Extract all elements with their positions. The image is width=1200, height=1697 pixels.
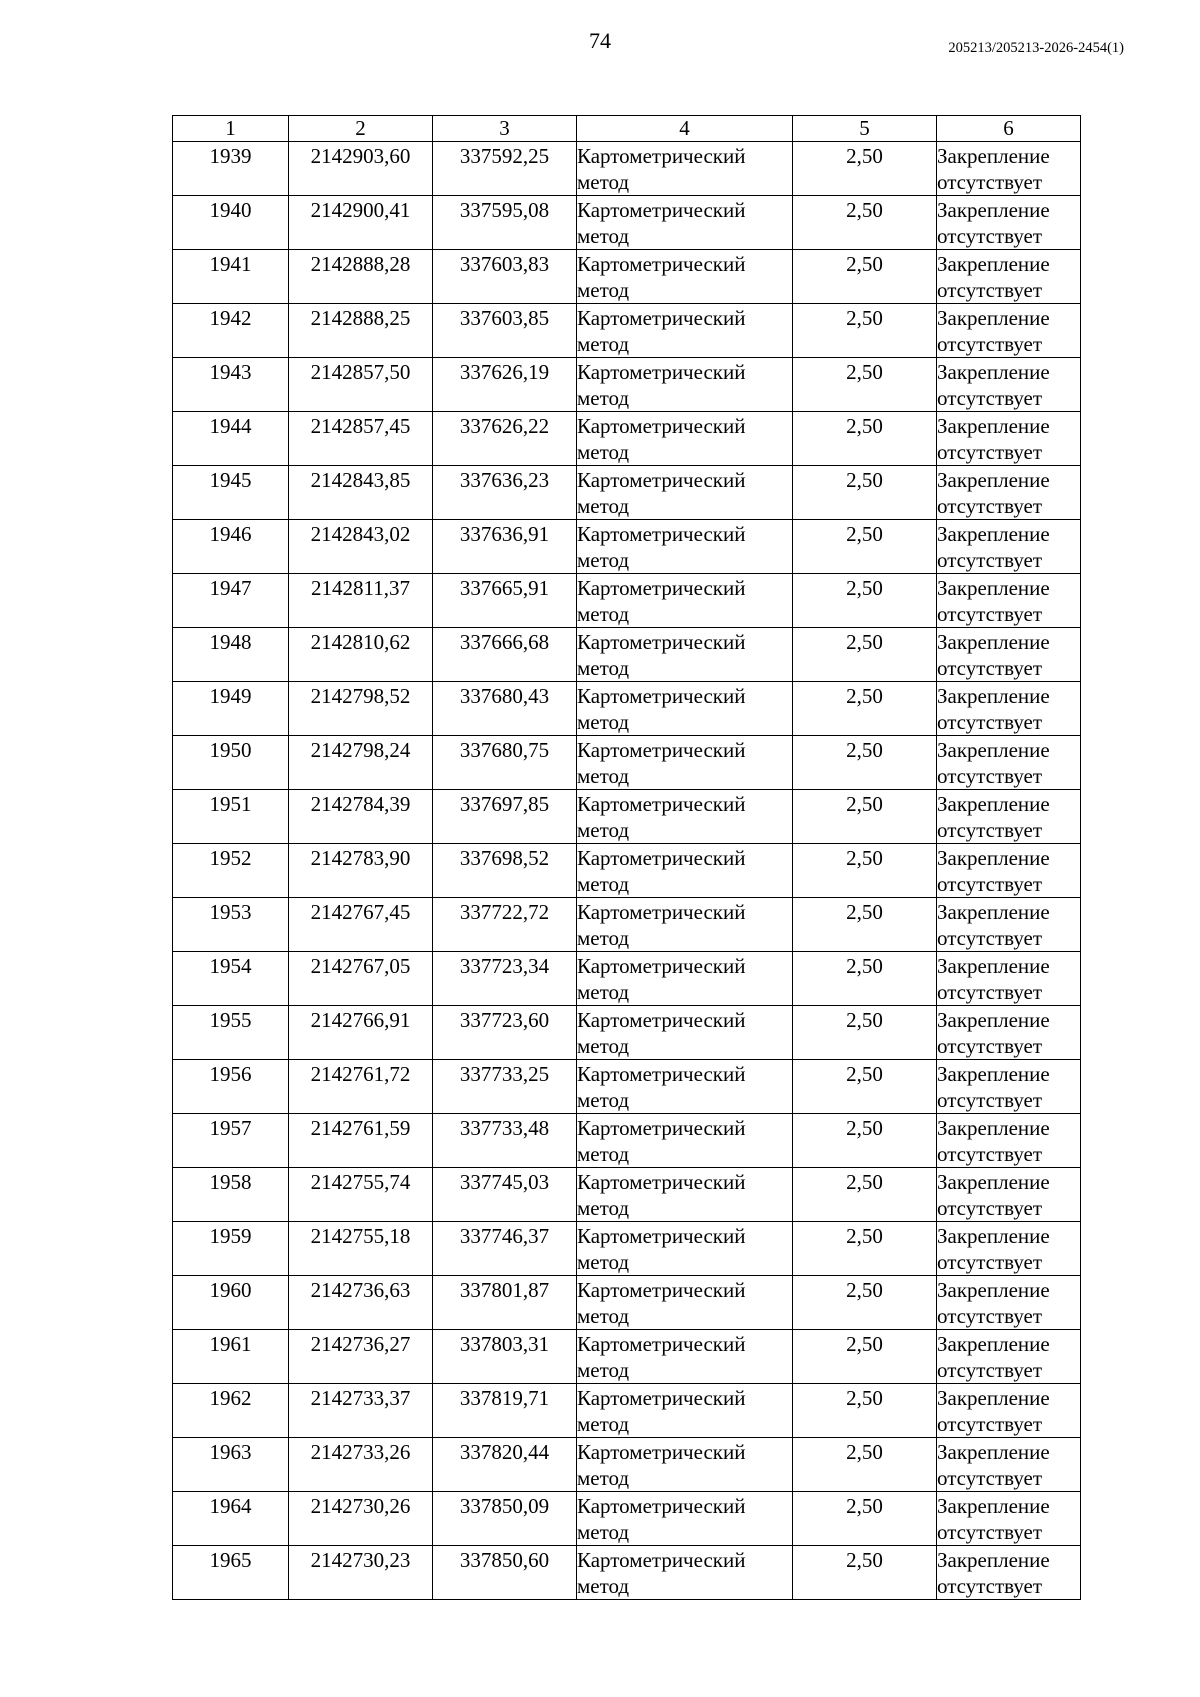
point-number-cell: 1940 — [173, 196, 289, 250]
point-number-cell: 1952 — [173, 844, 289, 898]
x-coordinate-cell: 2142736,27 — [289, 1330, 433, 1384]
x-coordinate-cell: 2142761,72 — [289, 1060, 433, 1114]
x-coordinate-cell: 2142730,26 — [289, 1492, 433, 1546]
point-number-cell: 1943 — [173, 358, 289, 412]
point-number-cell: 1947 — [173, 574, 289, 628]
fixing-description-cell: Закрепление отсутствует — [937, 952, 1081, 1006]
x-coordinate-cell: 2142783,90 — [289, 844, 433, 898]
table-body — [173, 142, 1081, 1600]
x-coordinate-cell: 2142761,59 — [289, 1114, 433, 1168]
point-number-cell: 1959 — [173, 1222, 289, 1276]
y-coordinate-cell: 337680,43 — [433, 682, 577, 736]
table-row — [173, 1060, 1081, 1114]
accuracy-cell: 2,50 — [793, 1384, 937, 1438]
point-number-cell: 1965 — [173, 1546, 289, 1600]
point-number-cell: 1946 — [173, 520, 289, 574]
accuracy-cell: 2,50 — [793, 1276, 937, 1330]
x-coordinate-cell: 2142755,74 — [289, 1168, 433, 1222]
point-number-cell: 1958 — [173, 1168, 289, 1222]
method-cell: Картометрический метод — [577, 682, 793, 736]
accuracy-cell: 2,50 — [793, 1438, 937, 1492]
table-row — [173, 1006, 1081, 1060]
x-coordinate-cell: 2142888,28 — [289, 250, 433, 304]
x-coordinate-cell: 2142857,50 — [289, 358, 433, 412]
method-cell: Картометрический метод — [577, 1006, 793, 1060]
table-row — [173, 1168, 1081, 1222]
method-cell: Картометрический метод — [577, 1546, 793, 1600]
point-number-cell: 1942 — [173, 304, 289, 358]
y-coordinate-cell: 337819,71 — [433, 1384, 577, 1438]
method-cell: Картометрический метод — [577, 952, 793, 1006]
table-row — [173, 682, 1081, 736]
accuracy-cell: 2,50 — [793, 1222, 937, 1276]
method-cell: Картометрический метод — [577, 142, 793, 196]
method-cell: Картометрический метод — [577, 736, 793, 790]
point-number-cell: 1953 — [173, 898, 289, 952]
table-row — [173, 790, 1081, 844]
x-coordinate-cell: 2142784,39 — [289, 790, 433, 844]
table-row — [173, 844, 1081, 898]
accuracy-cell: 2,50 — [793, 1114, 937, 1168]
y-coordinate-cell: 337603,85 — [433, 304, 577, 358]
column-header: 6 — [937, 116, 1081, 142]
x-coordinate-cell: 2142843,85 — [289, 466, 433, 520]
table-row — [173, 628, 1081, 682]
fixing-description-cell: Закрепление отсутствует — [937, 1330, 1081, 1384]
x-coordinate-cell: 2142903,60 — [289, 142, 433, 196]
accuracy-cell: 2,50 — [793, 844, 937, 898]
point-number-cell: 1962 — [173, 1384, 289, 1438]
table-row — [173, 736, 1081, 790]
point-number-cell: 1941 — [173, 250, 289, 304]
column-header: 1 — [173, 116, 289, 142]
accuracy-cell: 2,50 — [793, 790, 937, 844]
accuracy-cell: 2,50 — [793, 952, 937, 1006]
y-coordinate-cell: 337733,48 — [433, 1114, 577, 1168]
y-coordinate-cell: 337592,25 — [433, 142, 577, 196]
accuracy-cell: 2,50 — [793, 574, 937, 628]
table-row — [173, 1276, 1081, 1330]
x-coordinate-cell: 2142766,91 — [289, 1006, 433, 1060]
point-number-cell: 1954 — [173, 952, 289, 1006]
method-cell: Картометрический метод — [577, 790, 793, 844]
fixing-description-cell: Закрепление отсутствует — [937, 1114, 1081, 1168]
accuracy-cell: 2,50 — [793, 898, 937, 952]
x-coordinate-cell: 2142843,02 — [289, 520, 433, 574]
table-row — [173, 1330, 1081, 1384]
y-coordinate-cell: 337803,31 — [433, 1330, 577, 1384]
point-number-cell: 1963 — [173, 1438, 289, 1492]
table-row — [173, 520, 1081, 574]
y-coordinate-cell: 337626,22 — [433, 412, 577, 466]
method-cell: Картометрический метод — [577, 1060, 793, 1114]
fixing-description-cell: Закрепление отсутствует — [937, 1492, 1081, 1546]
table-row — [173, 574, 1081, 628]
accuracy-cell: 2,50 — [793, 412, 937, 466]
point-number-cell: 1939 — [173, 142, 289, 196]
point-number-cell: 1960 — [173, 1276, 289, 1330]
table-row — [173, 1222, 1081, 1276]
method-cell: Картометрический метод — [577, 358, 793, 412]
y-coordinate-cell: 337626,19 — [433, 358, 577, 412]
accuracy-cell: 2,50 — [793, 1006, 937, 1060]
accuracy-cell: 2,50 — [793, 1330, 937, 1384]
table-row — [173, 196, 1081, 250]
accuracy-cell: 2,50 — [793, 1546, 937, 1600]
table-row — [173, 412, 1081, 466]
table-row — [173, 142, 1081, 196]
x-coordinate-cell: 2142767,05 — [289, 952, 433, 1006]
y-coordinate-cell: 337723,34 — [433, 952, 577, 1006]
table-row — [173, 1438, 1081, 1492]
y-coordinate-cell: 337723,60 — [433, 1006, 577, 1060]
table-row — [173, 250, 1081, 304]
table-row — [173, 898, 1081, 952]
fixing-description-cell: Закрепление отсутствует — [937, 1060, 1081, 1114]
x-coordinate-cell: 2142798,52 — [289, 682, 433, 736]
y-coordinate-cell: 337603,83 — [433, 250, 577, 304]
column-header: 5 — [793, 116, 937, 142]
fixing-description-cell: Закрепление отсутствует — [937, 1222, 1081, 1276]
accuracy-cell: 2,50 — [793, 682, 937, 736]
method-cell: Картометрический метод — [577, 898, 793, 952]
fixing-description-cell: Закрепление отсутствует — [937, 844, 1081, 898]
table-header-row — [173, 116, 1081, 142]
x-coordinate-cell: 2142798,24 — [289, 736, 433, 790]
fixing-description-cell: Закрепление отсутствует — [937, 1276, 1081, 1330]
y-coordinate-cell: 337680,75 — [433, 736, 577, 790]
y-coordinate-cell: 337733,25 — [433, 1060, 577, 1114]
y-coordinate-cell: 337801,87 — [433, 1276, 577, 1330]
column-header: 4 — [577, 116, 793, 142]
coordinates-table — [172, 115, 1081, 1600]
accuracy-cell: 2,50 — [793, 250, 937, 304]
accuracy-cell: 2,50 — [793, 142, 937, 196]
fixing-description-cell: Закрепление отсутствует — [937, 1546, 1081, 1600]
y-coordinate-cell: 337746,37 — [433, 1222, 577, 1276]
point-number-cell: 1945 — [173, 466, 289, 520]
y-coordinate-cell: 337850,60 — [433, 1546, 577, 1600]
x-coordinate-cell: 2142888,25 — [289, 304, 433, 358]
method-cell: Картометрический метод — [577, 844, 793, 898]
y-coordinate-cell: 337665,91 — [433, 574, 577, 628]
y-coordinate-cell: 337745,03 — [433, 1168, 577, 1222]
fixing-description-cell: Закрепление отсутствует — [937, 898, 1081, 952]
point-number-cell: 1951 — [173, 790, 289, 844]
table-row — [173, 358, 1081, 412]
fixing-description-cell: Закрепление отсутствует — [937, 358, 1081, 412]
method-cell: Картометрический метод — [577, 1384, 793, 1438]
table-row — [173, 1546, 1081, 1600]
x-coordinate-cell: 2142767,45 — [289, 898, 433, 952]
point-number-cell: 1944 — [173, 412, 289, 466]
point-number-cell: 1964 — [173, 1492, 289, 1546]
column-header: 2 — [289, 116, 433, 142]
table-row — [173, 1384, 1081, 1438]
y-coordinate-cell: 337722,72 — [433, 898, 577, 952]
method-cell: Картометрический метод — [577, 304, 793, 358]
x-coordinate-cell: 2142736,63 — [289, 1276, 433, 1330]
accuracy-cell: 2,50 — [793, 628, 937, 682]
y-coordinate-cell: 337697,85 — [433, 790, 577, 844]
fixing-description-cell: Закрепление отсутствует — [937, 1168, 1081, 1222]
point-number-cell: 1949 — [173, 682, 289, 736]
method-cell: Картометрический метод — [577, 1114, 793, 1168]
fixing-description-cell: Закрепление отсутствует — [937, 250, 1081, 304]
table-row — [173, 952, 1081, 1006]
table-row — [173, 1492, 1081, 1546]
method-cell: Картометрический метод — [577, 1330, 793, 1384]
fixing-description-cell: Закрепление отсутствует — [937, 1006, 1081, 1060]
method-cell: Картометрический метод — [577, 196, 793, 250]
fixing-description-cell: Закрепление отсутствует — [937, 682, 1081, 736]
x-coordinate-cell: 2142733,26 — [289, 1438, 433, 1492]
fixing-description-cell: Закрепление отсутствует — [937, 1438, 1081, 1492]
accuracy-cell: 2,50 — [793, 358, 937, 412]
method-cell: Картометрический метод — [577, 466, 793, 520]
fixing-description-cell: Закрепление отсутствует — [937, 628, 1081, 682]
point-number-cell: 1955 — [173, 1006, 289, 1060]
point-number-cell: 1961 — [173, 1330, 289, 1384]
y-coordinate-cell: 337850,09 — [433, 1492, 577, 1546]
point-number-cell: 1950 — [173, 736, 289, 790]
x-coordinate-cell: 2142811,37 — [289, 574, 433, 628]
accuracy-cell: 2,50 — [793, 1060, 937, 1114]
x-coordinate-cell: 2142857,45 — [289, 412, 433, 466]
point-number-cell: 1957 — [173, 1114, 289, 1168]
column-header: 3 — [433, 116, 577, 142]
fixing-description-cell: Закрепление отсутствует — [937, 412, 1081, 466]
method-cell: Картометрический метод — [577, 574, 793, 628]
point-number-cell: 1948 — [173, 628, 289, 682]
fixing-description-cell: Закрепление отсутствует — [937, 304, 1081, 358]
accuracy-cell: 2,50 — [793, 196, 937, 250]
page-number: 74 — [589, 28, 611, 53]
accuracy-cell: 2,50 — [793, 466, 937, 520]
y-coordinate-cell: 337636,23 — [433, 466, 577, 520]
fixing-description-cell: Закрепление отсутствует — [937, 1384, 1081, 1438]
fixing-description-cell: Закрепление отсутствует — [937, 790, 1081, 844]
y-coordinate-cell: 337666,68 — [433, 628, 577, 682]
fixing-description-cell: Закрепление отсутствует — [937, 196, 1081, 250]
fixing-description-cell: Закрепление отсутствует — [937, 142, 1081, 196]
point-number-cell: 1956 — [173, 1060, 289, 1114]
method-cell: Картометрический метод — [577, 412, 793, 466]
x-coordinate-cell: 2142900,41 — [289, 196, 433, 250]
method-cell: Картометрический метод — [577, 1492, 793, 1546]
document-reference: 205213/205213-2026-2454(1) — [948, 40, 1124, 56]
table-row — [173, 1114, 1081, 1168]
method-cell: Картометрический метод — [577, 1276, 793, 1330]
x-coordinate-cell: 2142755,18 — [289, 1222, 433, 1276]
method-cell: Картометрический метод — [577, 1168, 793, 1222]
fixing-description-cell: Закрепление отсутствует — [937, 520, 1081, 574]
x-coordinate-cell: 2142733,37 — [289, 1384, 433, 1438]
y-coordinate-cell: 337820,44 — [433, 1438, 577, 1492]
accuracy-cell: 2,50 — [793, 1492, 937, 1546]
y-coordinate-cell: 337595,08 — [433, 196, 577, 250]
fixing-description-cell: Закрепление отсутствует — [937, 466, 1081, 520]
accuracy-cell: 2,50 — [793, 736, 937, 790]
accuracy-cell: 2,50 — [793, 520, 937, 574]
method-cell: Картометрический метод — [577, 1222, 793, 1276]
y-coordinate-cell: 337698,52 — [433, 844, 577, 898]
table-row — [173, 466, 1081, 520]
method-cell: Картометрический метод — [577, 628, 793, 682]
x-coordinate-cell: 2142730,23 — [289, 1546, 433, 1600]
accuracy-cell: 2,50 — [793, 304, 937, 358]
method-cell: Картометрический метод — [577, 1438, 793, 1492]
method-cell: Картометрический метод — [577, 520, 793, 574]
y-coordinate-cell: 337636,91 — [433, 520, 577, 574]
method-cell: Картометрический метод — [577, 250, 793, 304]
table-row — [173, 304, 1081, 358]
x-coordinate-cell: 2142810,62 — [289, 628, 433, 682]
fixing-description-cell: Закрепление отсутствует — [937, 574, 1081, 628]
fixing-description-cell: Закрепление отсутствует — [937, 736, 1081, 790]
accuracy-cell: 2,50 — [793, 1168, 937, 1222]
